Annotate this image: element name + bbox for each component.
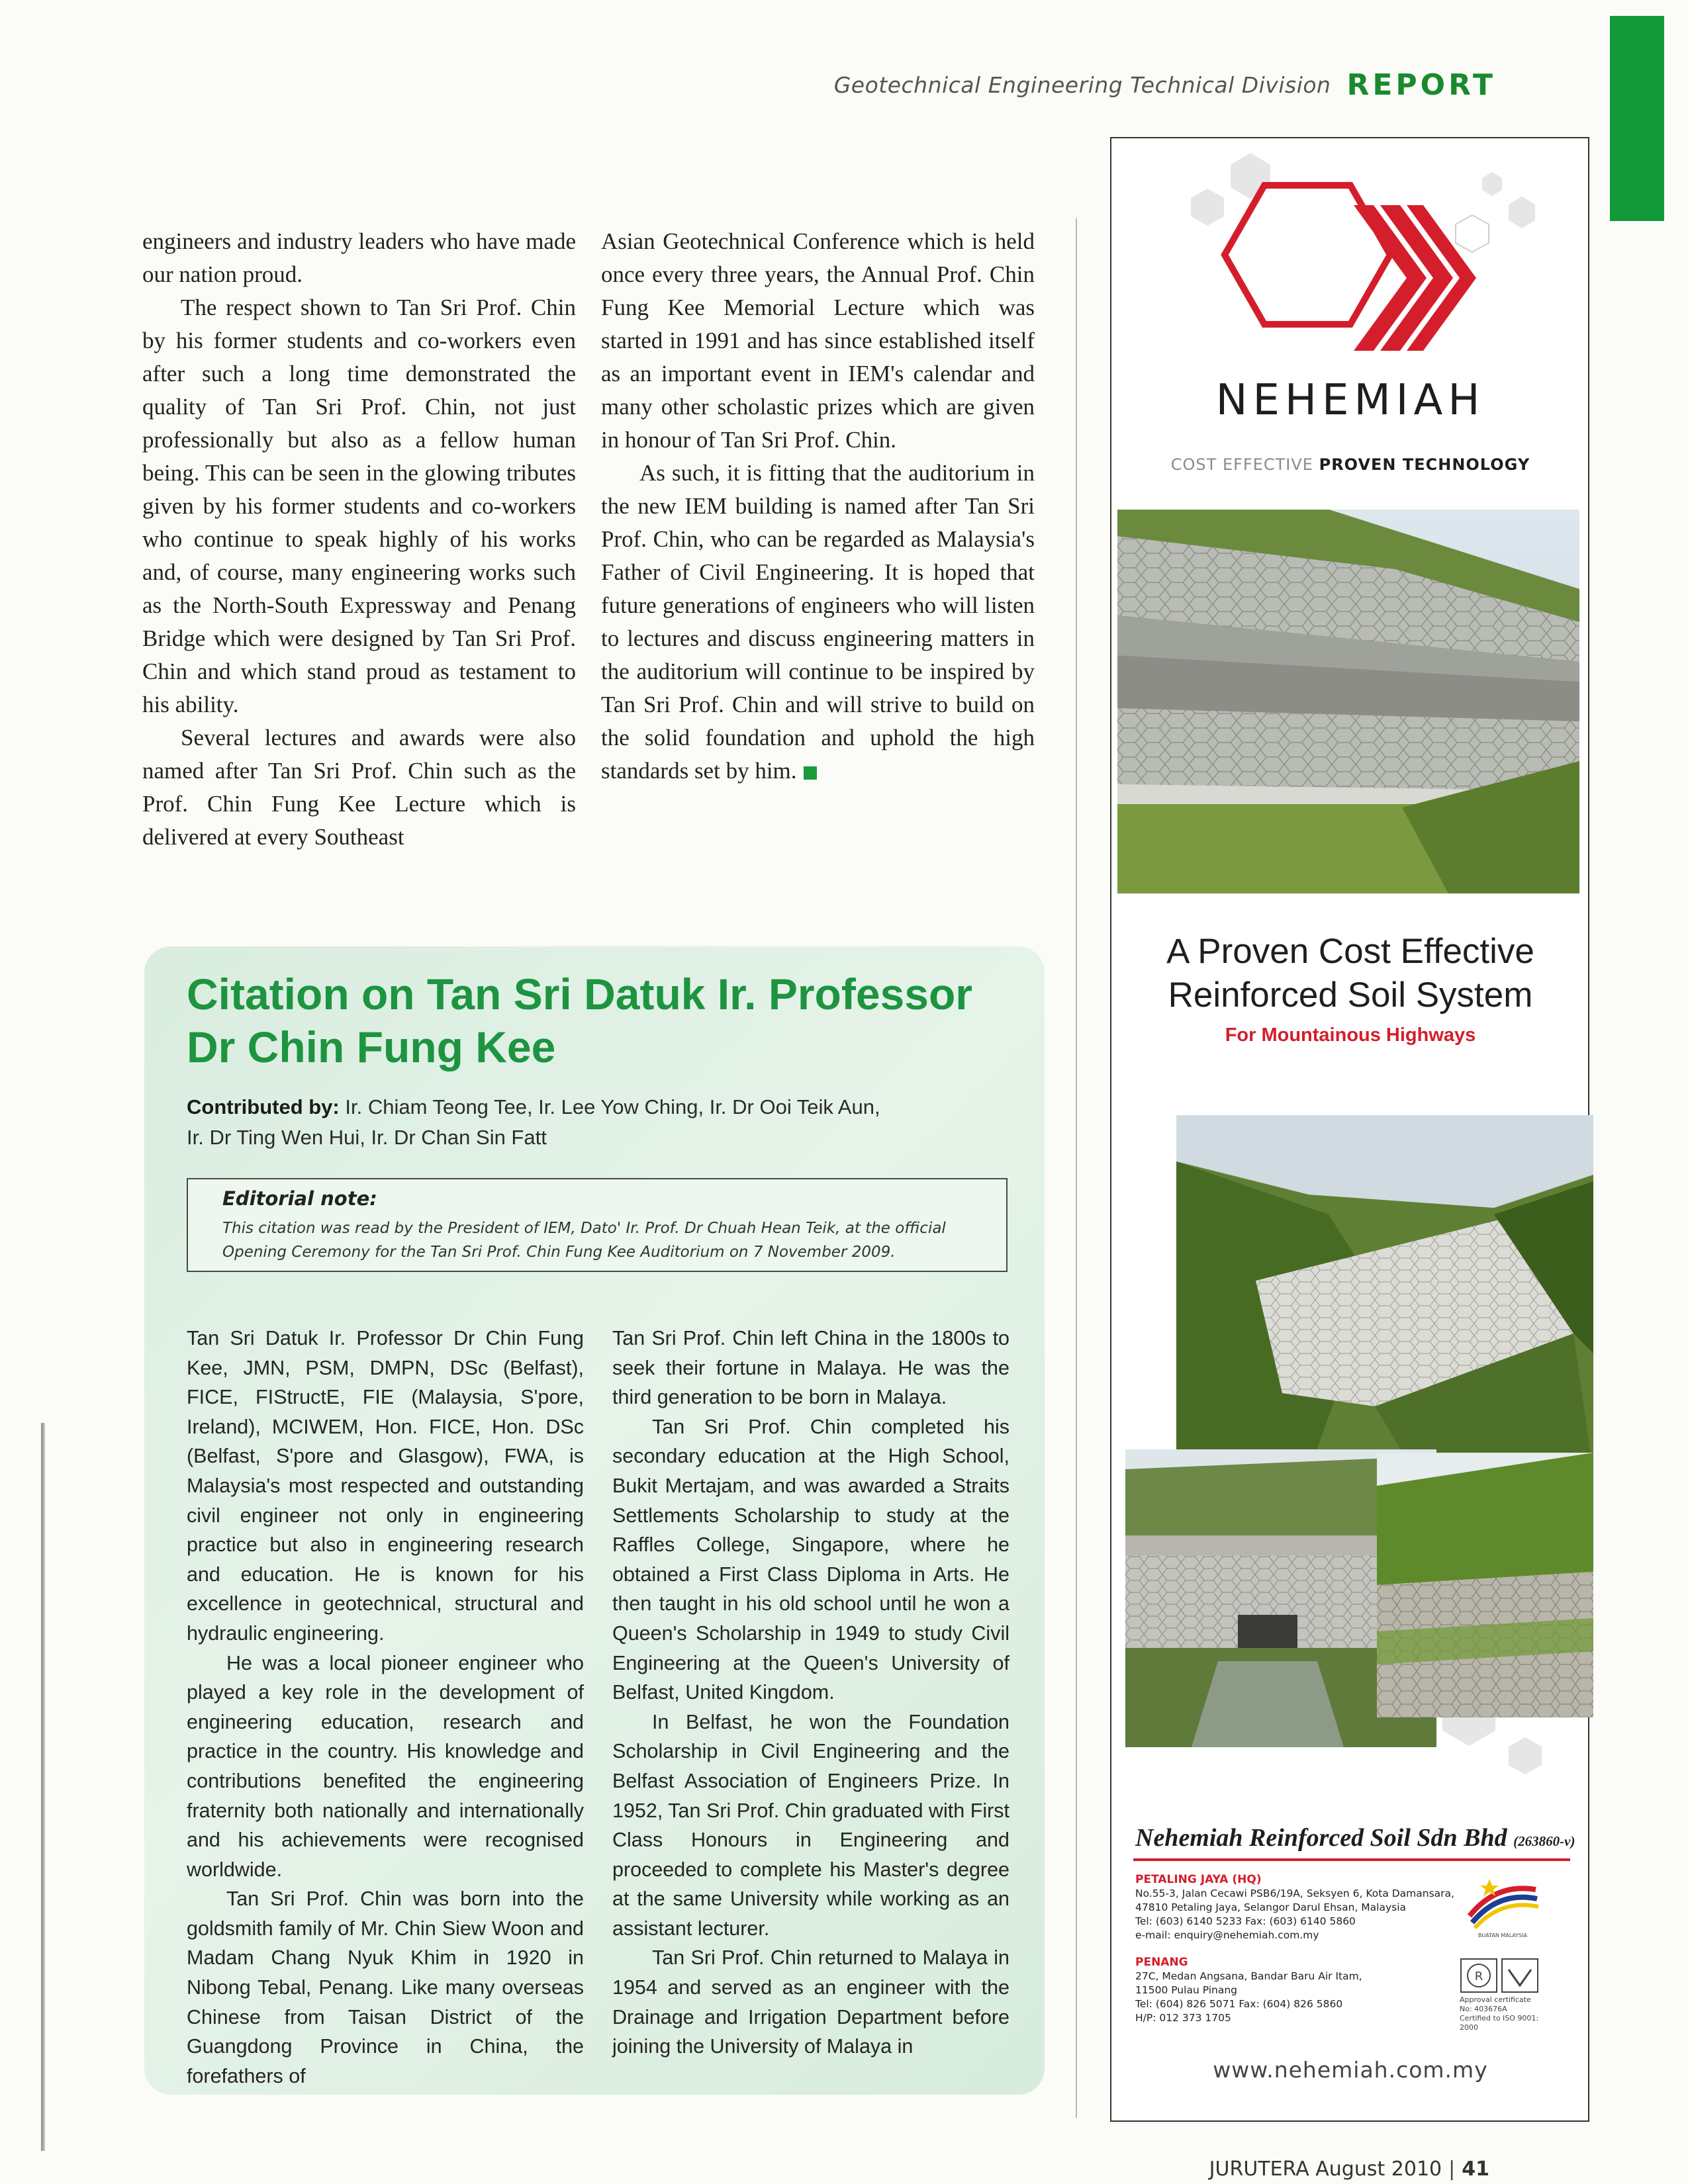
ad-tagline bbox=[1119, 455, 1582, 474]
ad-headline bbox=[1119, 930, 1582, 1017]
address-line: H/P: 012 373 1705 bbox=[1135, 2012, 1231, 2024]
tagline-part: COST EFFECTIVE bbox=[1170, 455, 1313, 474]
section-label: REPORT bbox=[1346, 68, 1496, 102]
article-column-right bbox=[601, 225, 1035, 788]
editorial-note-box bbox=[187, 1178, 1008, 1272]
citation-paragraph: He was a local pioneer engineer who played a key role in the development of engineering education, research and practice in the country. His knowledge and contributions benefited the engineering fraternity both nationally and internationally and his achievements were recognised worldwide. bbox=[187, 1651, 584, 1881]
nehemiah-logo-icon bbox=[1211, 179, 1489, 377]
certification-badges-icon bbox=[1460, 1958, 1539, 1993]
address-line: Tel: (603) 6140 5233 Fax: (603) 6140 5860 bbox=[1135, 1915, 1356, 1927]
address-line: 11500 Pulau Pinang bbox=[1135, 1984, 1237, 1996]
editorial-note-body: This citation was read by the President of IEM, Dato' Ir. Prof. Dr Chuah Hean Teik, at the official Opening Ceremony for the Tan Sri Prof. Chin Fung Kee Auditorium on 7 November 2009. bbox=[222, 1220, 946, 1261]
ad-subheadline: For Mountainous Highways bbox=[1225, 1024, 1476, 1046]
contributors-line: Ir. Chiam Teong Tee, Ir. Lee Yow Ching, Ir. Dr Ooi Teik Aun, bbox=[345, 1095, 880, 1118]
citation-title-line: Citation on Tan Sri Datuk Ir. Professor bbox=[187, 970, 972, 1019]
address-line: 47810 Petaling Jaya, Selangor Darul Ehsan, Malaysia bbox=[1135, 1901, 1407, 1913]
column-divider bbox=[1076, 218, 1077, 2118]
scan-edge-shadow bbox=[41, 1423, 45, 2151]
editorial-note-title: Editorial note: bbox=[222, 1187, 377, 1210]
end-mark-icon bbox=[804, 766, 817, 780]
company-underline bbox=[1133, 1858, 1570, 1861]
citation-paragraph: Tan Sri Prof. Chin returned to Malaya in 1954 and served as an engineer with the Drainage and Irrigation Department before joining the University of Malaya in bbox=[612, 1946, 1009, 2058]
cert-line: Certified to ISO 9001: 2000 bbox=[1460, 2014, 1539, 2032]
contributors bbox=[187, 1092, 1021, 1153]
office-address-hq bbox=[1135, 1873, 1479, 1942]
contributed-label: Contributed by: bbox=[187, 1095, 340, 1118]
ad-brand-name: NEHEMIAH bbox=[1215, 376, 1485, 425]
address-line: Tel: (604) 826 5071 Fax: (604) 826 5860 bbox=[1135, 1998, 1343, 2010]
office-label: PENANG bbox=[1135, 1956, 1188, 1969]
magazine-name: JURUTERA bbox=[1209, 2158, 1309, 2181]
company-name-text: Nehemiah Reinforced Soil Sdn Bhd bbox=[1135, 1824, 1507, 1852]
article-paragraph: Several lectures and awards were also named after Tan Sri Prof. Chin such as the Prof. Chin Fung Kee Lecture which is delivered at every Southeast bbox=[142, 725, 576, 850]
contributors-line: Ir. Dr Ting Wen Hui, Ir. Dr Chan Sin Fatt bbox=[187, 1126, 547, 1149]
company-registration: (263860-v) bbox=[1513, 1833, 1575, 1849]
citation-title bbox=[187, 968, 1021, 1073]
citation-paragraph: Tan Sri Prof. Chin left China in the 1800s to seek their fortune in Malaya. He was the third generation to be born in Malaya. bbox=[612, 1327, 1009, 1409]
svg-text:R: R bbox=[1474, 1970, 1483, 1983]
division-name: Geotechnical Engineering Technical Division bbox=[833, 72, 1331, 98]
grass-slope-photo bbox=[1377, 1453, 1593, 1717]
article-column-left bbox=[142, 225, 576, 854]
ad-company-name bbox=[1135, 1823, 1585, 1852]
tagline-part: PROVEN TECHNOLOGY bbox=[1319, 455, 1530, 474]
article-paragraph bbox=[601, 457, 1035, 788]
highway-wall-photo bbox=[1117, 510, 1579, 893]
office-address-penang bbox=[1135, 1956, 1479, 2025]
buatan-malaysia-logo-icon bbox=[1463, 1876, 1542, 1929]
citation-paragraph: Tan Sri Datuk Ir. Professor Dr Chin Fung Kee, JMN, PSM, DMPN, DSc (Belfast), FICE, FIStructE, FIE (Malaysia, S'pore, Ireland), MCIWEM, Hon. FICE, Hon. DSc (Belfast, S'pore and Glasgow), FWA, is Malaysia's most respected and outstanding civil engineer not only in engineering practice but also in engineering research and education. He is known for his excellence in geotechnical, structural and hydraulic engineering. bbox=[187, 1327, 584, 1645]
buatan-malaysia-caption: BUATAN MALAYSIA bbox=[1477, 1933, 1528, 1938]
citation-column-right bbox=[612, 1324, 1009, 2062]
address-line: 27C, Medan Angsana, Bandar Baru Air Itam, bbox=[1135, 1970, 1362, 1982]
mountain-slope-photo bbox=[1176, 1115, 1593, 1473]
citation-paragraph: In Belfast, he won the Foundation Scholarship in Civil Engineering and the Belfast Association of Engineers Prize. In 1952, Tan Sri Prof. Chin graduated with First Class Honours in Engineering and proceeded to complete his Master's degree at the same University while working as an assistant lecturer. bbox=[612, 1710, 1009, 1940]
page-header bbox=[728, 68, 1496, 108]
cert-line: Approval certificate bbox=[1460, 1995, 1531, 2004]
article-paragraph: The respect shown to Tan Sri Prof. Chin by his former students and co-workers even after such a long time demonstrated the quality of Tan Sri Prof. Chin, not just professionally but also as a fellow human being. This can be seen in the glowing tributes given by his former students and co-workers who continue to speak highly of his works and, of course, many engineering works such as the North-South Expressway and Penang Bridge which were designed by Tan Sri Prof. Chin and which stand proud as testament to his ability. bbox=[142, 295, 576, 717]
citation-paragraph: Tan Sri Prof. Chin completed his secondary education at the High School, Bukit Mertajam, and was awarded a Straits Settlements Scholarship to study at the Raffles College, Singapore, where he obtained a First Class Diploma in Arts. He then taught in his old school until he won a Queen's Scholarship in 1949 to study Civil Engineering at the Queen's University of Belfast, United Kingdom. bbox=[612, 1415, 1009, 1704]
citation-title-line: Dr Chin Fung Kee bbox=[187, 1023, 556, 1071]
address-line: e-mail: enquiry@nehemiah.com.my bbox=[1135, 1929, 1319, 1941]
page-number: 41 bbox=[1462, 2158, 1489, 2181]
ad-headline-line: A Proven Cost Effective bbox=[1166, 932, 1534, 971]
office-label: PETALING JAYA (HQ) bbox=[1135, 1873, 1262, 1886]
page-footer bbox=[1198, 2158, 1489, 2181]
cert-line: No: 403676A bbox=[1460, 2005, 1507, 2013]
certification-text bbox=[1460, 1995, 1546, 2032]
footer-separator: | bbox=[1448, 2158, 1456, 2181]
article-paragraph: Asian Geotechnical Conference which is held once every three years, the Annual Prof. Chin Fung Kee Memorial Lecture which was started in 1991 and has since established itself as an important event in IEM's calendar and many other scholastic prizes which are given in honour of Tan Sri Prof. Chin. bbox=[601, 228, 1035, 453]
ad-headline-line: Reinforced Soil System bbox=[1168, 976, 1533, 1015]
issue-date: August 2010 bbox=[1315, 2158, 1442, 2181]
citation-column-left bbox=[187, 1324, 584, 2091]
section-color-tab bbox=[1610, 16, 1664, 221]
article-paragraph-text: As such, it is fitting that the auditorium in the new IEM building is named after Tan Sri Prof. Chin, who can be regarded as Malaysia's Father of Civil Engineering. It is hoped that future generations of engineers who will listen to lectures and discuss engineering matters in the auditorium will continue to be inspired by Tan Sri Prof. Chin and will strive to build on the solid foundation and uphold the high standards set by him. bbox=[601, 460, 1035, 784]
citation-paragraph: Tan Sri Prof. Chin was born into the goldsmith family of Mr. Chin Siew Woon and Madam Chang Nyuk Khim in 1920 in Nibong Tebal, Penang. Like many overseas Chinese from Taisan District of the Guangdong Province in China, the forefathers of bbox=[187, 1888, 584, 2087]
address-line: No.55-3, Jalan Cecawi PSB6/19A, Seksyen 6, Kota Damansara, bbox=[1135, 1888, 1454, 1899]
ad-website: www.nehemiah.com.my bbox=[1213, 2057, 1488, 2083]
article-paragraph: engineers and industry leaders who have made our nation proud. bbox=[142, 228, 576, 287]
